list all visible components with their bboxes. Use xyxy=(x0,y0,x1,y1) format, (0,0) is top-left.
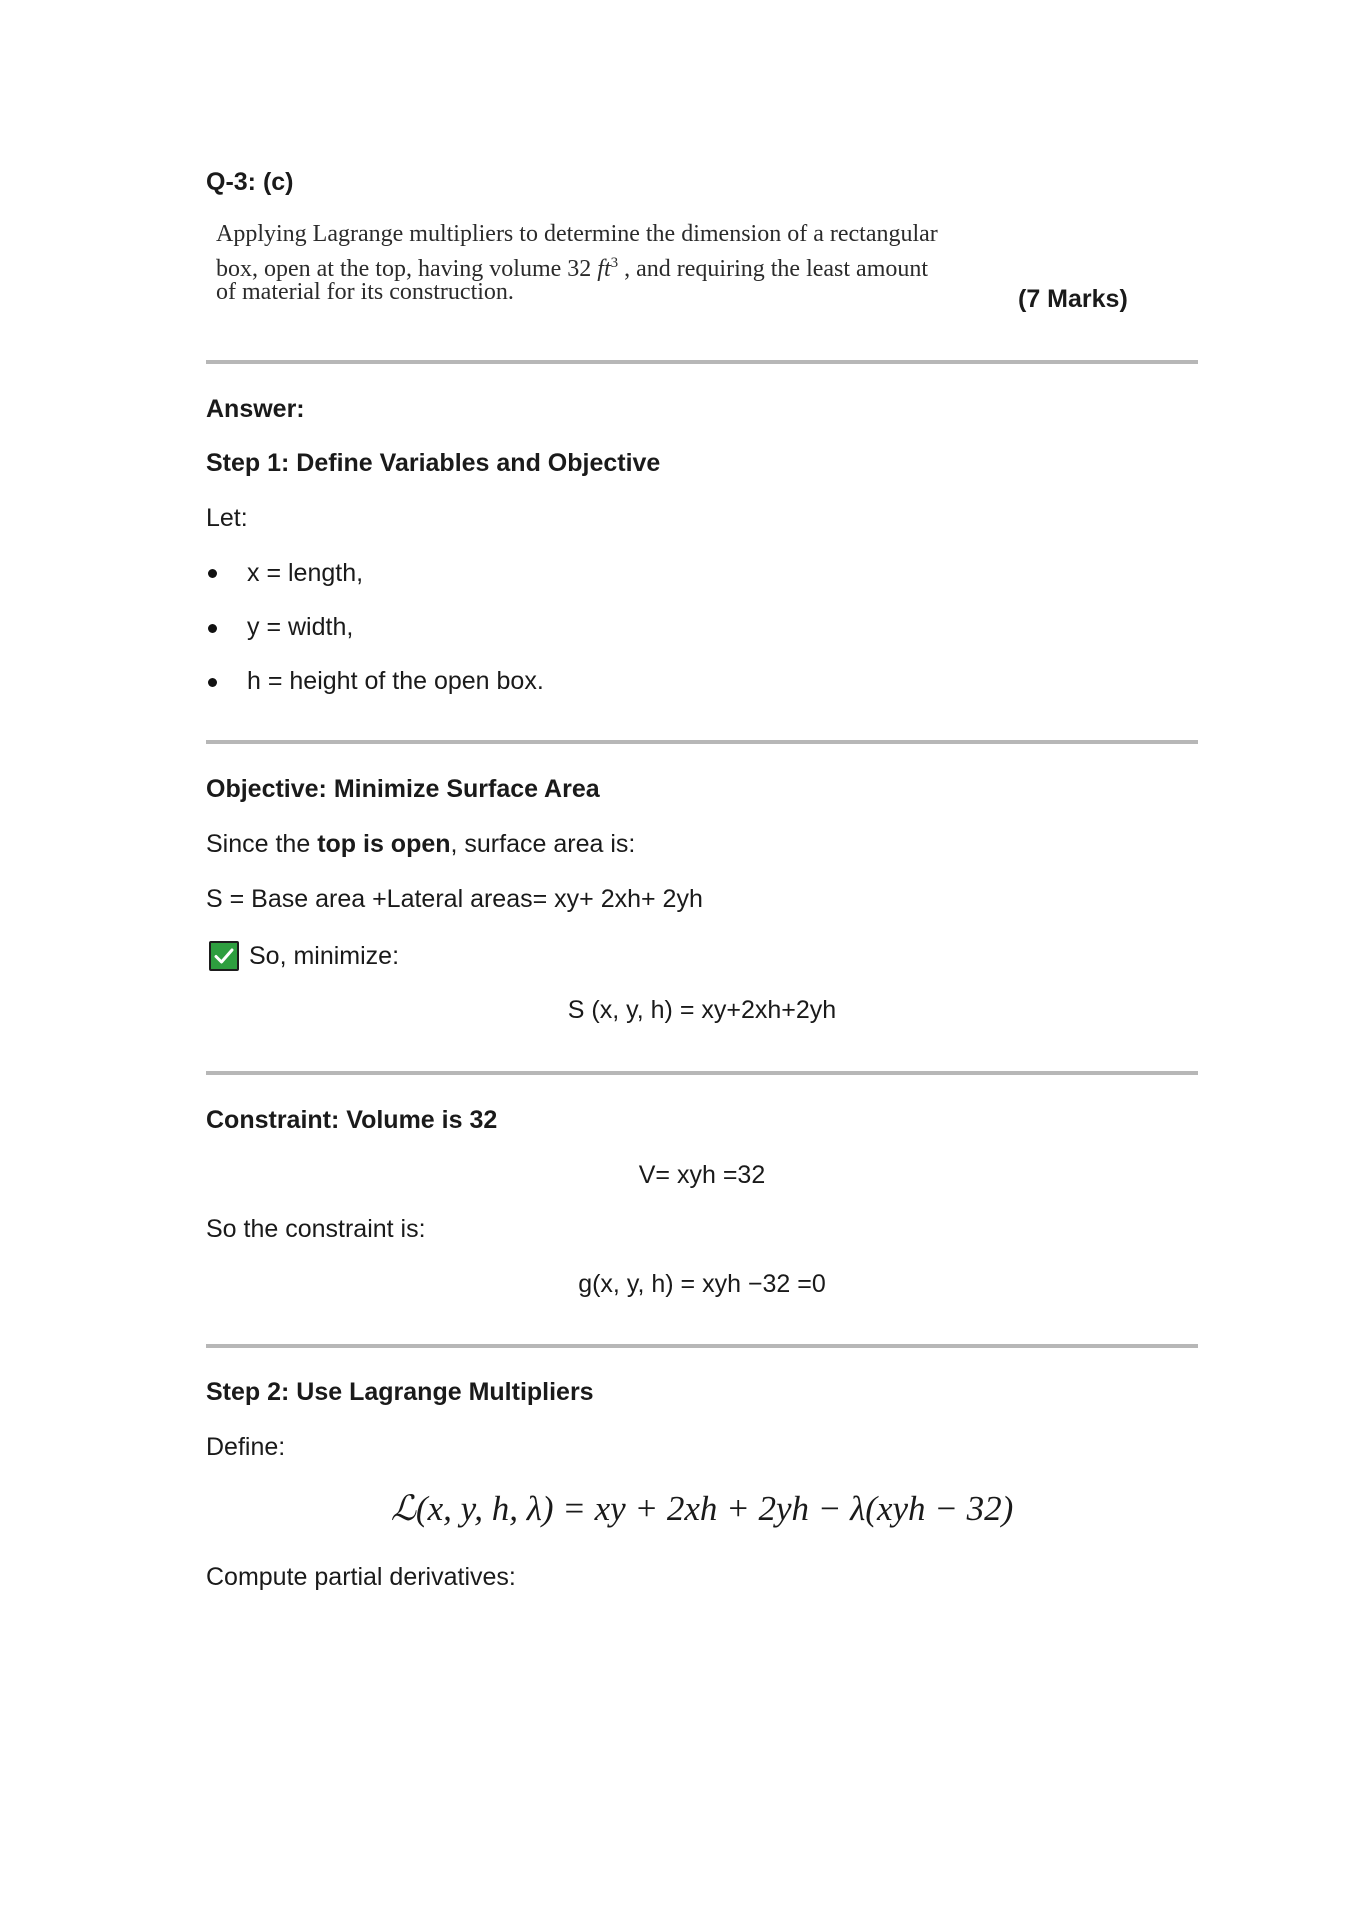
marks-label: (7 Marks) xyxy=(1018,285,1128,313)
divider xyxy=(206,360,1198,364)
divider xyxy=(206,740,1198,744)
step1-intro: Let: xyxy=(206,504,248,532)
divider xyxy=(206,1344,1198,1348)
question-line-1: Applying Lagrange multipliers to determine the dimension of a rectangular xyxy=(216,221,938,247)
divider xyxy=(206,1071,1198,1075)
volume-equation: V= xyh =32 xyxy=(638,1161,766,1189)
objective-intro-bold: top is open xyxy=(317,830,451,858)
check-mark-icon xyxy=(209,941,239,971)
question-exponent: 3 xyxy=(610,255,619,271)
bullet-item-length: x = length, xyxy=(247,559,364,587)
objective-heading: Objective: Minimize Surface Area xyxy=(206,775,600,803)
step2-compute: Compute partial derivatives: xyxy=(206,1563,516,1591)
lagrangian-formula: ℒ(x, y, h, λ) = xy + 2xh + 2yh − λ(xyh − 32) xyxy=(390,1489,1014,1528)
constraint-intro: So the constraint is: xyxy=(206,1215,426,1243)
constraint-heading: Constraint: Volume is 32 xyxy=(206,1106,498,1134)
question-line-2-tail: , and requiring the least amount xyxy=(618,256,929,282)
step2-heading: Step 2: Use Lagrange Multipliers xyxy=(206,1378,594,1406)
objective-function: S (x, y, h) = xy+2xh+2yh xyxy=(567,996,837,1024)
step1-heading: Step 1: Define Variables and Objective xyxy=(206,449,661,477)
question-label: Q-3: (c) xyxy=(206,168,294,196)
bullet-dot xyxy=(208,569,217,578)
bullet-dot xyxy=(208,624,217,633)
bullet-dot xyxy=(208,678,217,687)
question-line-2-text: box, open at the top, having volume 32 xyxy=(216,256,598,282)
question-unit: ft xyxy=(597,256,611,282)
bullet-item-width: y = width, xyxy=(247,613,354,641)
objective-intro xyxy=(206,828,635,860)
step2-define: Define: xyxy=(206,1433,286,1461)
objective-intro-post: , surface area is: xyxy=(450,830,636,858)
surface-area-equation: S = Base area +Lateral areas= xy+ 2xh+ 2yh xyxy=(206,885,703,913)
question-line-3: of material for its construction. xyxy=(216,279,514,305)
objective-intro-pre: Since the xyxy=(206,830,318,858)
bullet-item-height: h = height of the open box. xyxy=(247,667,544,695)
answer-heading: Answer: xyxy=(206,395,305,423)
constraint-equation: g(x, y, h) = xyh −32 =0 xyxy=(578,1270,826,1298)
minimize-label: So, minimize: xyxy=(249,942,400,970)
